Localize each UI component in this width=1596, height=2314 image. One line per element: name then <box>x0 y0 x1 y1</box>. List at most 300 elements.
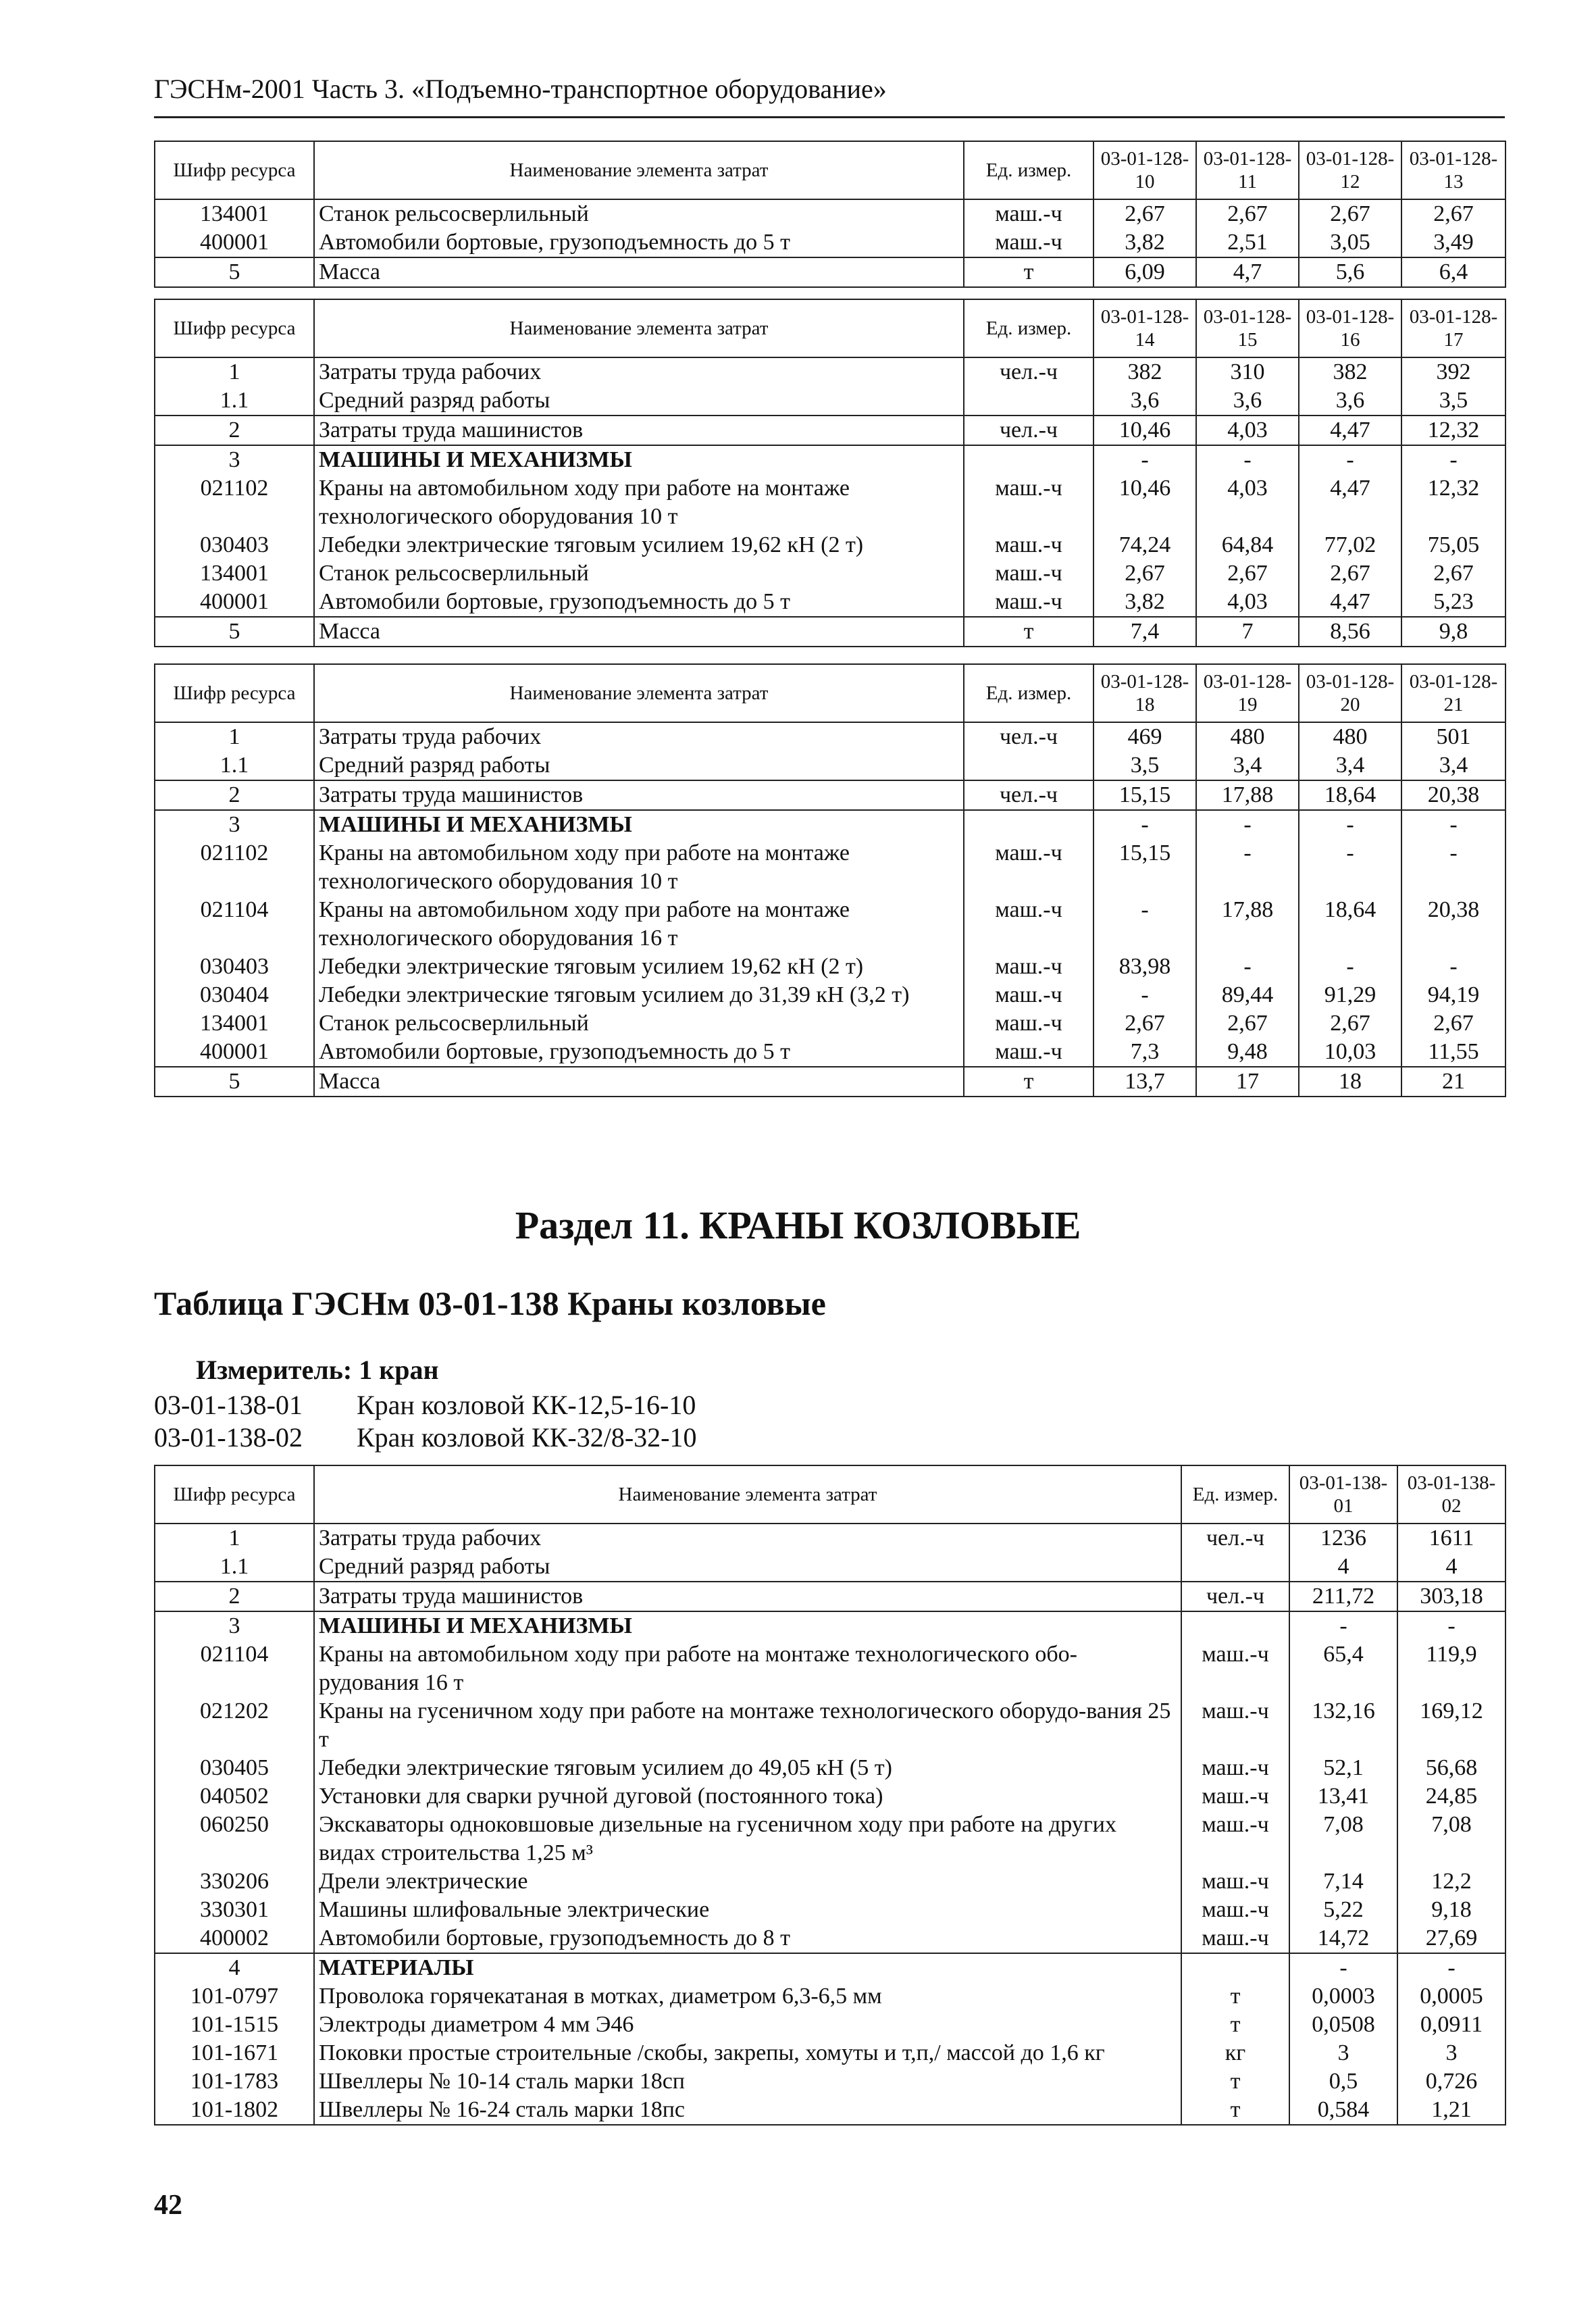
value-cell: - <box>1299 839 1401 896</box>
column-code: 03-01-138-02 <box>1397 1465 1505 1524</box>
value-cell: - <box>1093 810 1196 839</box>
table-row <box>155 1067 1505 1097</box>
value-cell: 2,51 <box>1196 228 1299 257</box>
value-cell: 9,8 <box>1401 617 1505 647</box>
value-cell: 310 <box>1196 357 1299 386</box>
cost-element-name: МАШИНЫ И МЕХАНИЗМЫ <box>314 1611 1181 1640</box>
resource-code: 134001 <box>155 1009 314 1038</box>
resource-code: 040502 <box>155 1782 314 1811</box>
cost-element-name: Затраты труда рабочих <box>314 722 964 751</box>
value-cell: 18,64 <box>1299 896 1401 953</box>
cost-element-name: Краны на автомобильном ходу при работе на монтаже технологического оборудования 10 т <box>314 839 964 896</box>
entry-code: 03-01-138-02 <box>154 1422 303 1453</box>
header-row <box>155 664 1505 722</box>
value-cell: 5,22 <box>1289 1896 1397 1924</box>
unit-header: Ед. измер. <box>964 141 1093 199</box>
value-cell: - <box>1299 445 1401 474</box>
resource-code: 1.1 <box>155 751 314 780</box>
unit: маш.-ч <box>1181 1640 1289 1697</box>
value-cell: 12,2 <box>1397 1867 1505 1896</box>
value-cell: - <box>1093 896 1196 953</box>
table-row <box>155 1697 1505 1754</box>
value-cell: - <box>1196 810 1299 839</box>
page-number: 42 <box>154 2190 182 2221</box>
value-cell: 1236 <box>1289 1524 1397 1553</box>
value-cell: 3,4 <box>1401 751 1505 780</box>
unit: маш.-ч <box>964 839 1093 896</box>
value-cell: 2,67 <box>1299 199 1401 228</box>
cost-element-name: Краны на автомобильном ходу при работе на монтаже технологического обо-рудования 16 т <box>314 1640 1181 1697</box>
value-cell: 1,21 <box>1397 2096 1505 2125</box>
value-cell: - <box>1196 953 1299 981</box>
value-cell: 0,0005 <box>1397 1982 1505 2011</box>
value-cell: 0,726 <box>1397 2067 1505 2096</box>
cost-element-name: Станок рельсосверлильный <box>314 1009 964 1038</box>
value-cell: - <box>1401 445 1505 474</box>
value-cell: 0,0003 <box>1289 1982 1397 2011</box>
table-row <box>155 1611 1505 1640</box>
value-cell: 91,29 <box>1299 981 1401 1009</box>
table-row <box>155 559 1505 588</box>
value-cell: 3,4 <box>1299 751 1401 780</box>
value-cell: 3,5 <box>1093 751 1196 780</box>
value-cell: - <box>1401 953 1505 981</box>
table-row <box>155 1038 1505 1067</box>
value-cell: 75,05 <box>1401 531 1505 559</box>
value-cell: 0,0911 <box>1397 2011 1505 2039</box>
entry-2 <box>154 1422 696 1453</box>
column-code: 03-01-128-19 <box>1196 664 1299 722</box>
value-cell: 4 <box>1397 1553 1505 1582</box>
unit <box>964 810 1093 839</box>
cost-element-name: Затраты труда рабочих <box>314 1524 1181 1553</box>
table-row <box>155 2039 1505 2067</box>
value-cell: - <box>1196 445 1299 474</box>
header-rule <box>154 116 1505 118</box>
cost-element-name: Машины шлифовальные электрические <box>314 1896 1181 1924</box>
unit: т <box>964 257 1093 287</box>
unit: чел.-ч <box>964 416 1093 445</box>
unit: кг <box>1181 2039 1289 2067</box>
value-cell: 382 <box>1093 357 1196 386</box>
value-cell: 5,23 <box>1401 588 1505 617</box>
table-row <box>155 751 1505 780</box>
value-cell: - <box>1196 839 1299 896</box>
table-row <box>155 386 1505 416</box>
table-row <box>155 810 1505 839</box>
column-code: 03-01-128-14 <box>1093 299 1196 357</box>
header-row <box>155 141 1505 199</box>
resource-code: 400001 <box>155 1038 314 1067</box>
value-cell: 8,56 <box>1299 617 1401 647</box>
header-row <box>155 1465 1505 1524</box>
cost-element-name: Проволока горячекатаная в мотках, диаметром 6,3-6,5 мм <box>314 1982 1181 2011</box>
value-cell: 24,85 <box>1397 1782 1505 1811</box>
value-cell: 27,69 <box>1397 1924 1505 1953</box>
header-row <box>155 299 1505 357</box>
table-row <box>155 257 1505 287</box>
name-header: Наименование элемента затрат <box>314 299 964 357</box>
resource-code: 021102 <box>155 839 314 896</box>
resource-code: 330301 <box>155 1896 314 1924</box>
value-cell: 392 <box>1401 357 1505 386</box>
table-row <box>155 1524 1505 1553</box>
value-cell: 9,48 <box>1196 1038 1299 1067</box>
table-row <box>155 357 1505 386</box>
table-row <box>155 1811 1505 1867</box>
table-row <box>155 1867 1505 1896</box>
entry-name: Кран козловой КК-12,5-16-10 <box>357 1390 696 1420</box>
name-header: Наименование элемента затрат <box>314 1465 1181 1524</box>
column-code: 03-01-128-12 <box>1299 141 1401 199</box>
unit <box>964 751 1093 780</box>
table-row <box>155 953 1505 981</box>
table-row <box>155 1640 1505 1697</box>
table-row <box>155 199 1505 228</box>
value-cell: 94,19 <box>1401 981 1505 1009</box>
unit: чел.-ч <box>964 780 1093 810</box>
entry-name: Кран козловой КК-32/8-32-10 <box>357 1422 697 1453</box>
cost-element-name: Швеллеры № 16-24 сталь марки 18пс <box>314 2096 1181 2125</box>
resource-code: 5 <box>155 257 314 287</box>
value-cell: 382 <box>1299 357 1401 386</box>
resource-code: 1 <box>155 722 314 751</box>
value-cell: 12,32 <box>1401 474 1505 531</box>
value-cell: 3,05 <box>1299 228 1401 257</box>
resource-code: 021104 <box>155 1640 314 1697</box>
resource-code: 1 <box>155 357 314 386</box>
value-cell: 13,41 <box>1289 1782 1397 1811</box>
table-row <box>155 780 1505 810</box>
resource-code: 101-1802 <box>155 2096 314 2125</box>
cost-element-name: Швеллеры № 10-14 сталь марки 18сп <box>314 2067 1181 2096</box>
cost-element-name: Установки для сварки ручной дуговой (постоянного тока) <box>314 1782 1181 1811</box>
value-cell: 2,67 <box>1196 199 1299 228</box>
resource-code: 1.1 <box>155 1553 314 1582</box>
unit: маш.-ч <box>964 559 1093 588</box>
value-cell: 7,08 <box>1397 1811 1505 1867</box>
value-cell: 11,55 <box>1401 1038 1505 1067</box>
unit <box>1181 1553 1289 1582</box>
value-cell: 1611 <box>1397 1524 1505 1553</box>
value-cell: 2,67 <box>1093 1009 1196 1038</box>
value-cell: 3,6 <box>1299 386 1401 416</box>
table-row <box>155 1782 1505 1811</box>
value-cell: 20,38 <box>1401 896 1505 953</box>
cost-element-name: Станок рельсосверлильный <box>314 199 964 228</box>
resource-code: 030403 <box>155 953 314 981</box>
value-cell: 3,82 <box>1093 228 1196 257</box>
unit: т <box>964 617 1093 647</box>
table-row <box>155 1953 1505 1982</box>
table-row <box>155 588 1505 617</box>
value-cell: 21 <box>1401 1067 1505 1097</box>
resource-code: 5 <box>155 1067 314 1097</box>
value-cell: 2,67 <box>1093 199 1196 228</box>
value-cell: 5,6 <box>1299 257 1401 287</box>
value-cell: 15,15 <box>1093 839 1196 896</box>
unit: чел.-ч <box>964 357 1093 386</box>
cost-element-name: Затраты труда рабочих <box>314 357 964 386</box>
value-cell: 7 <box>1196 617 1299 647</box>
value-cell: - <box>1093 981 1196 1009</box>
value-cell: 65,4 <box>1289 1640 1397 1697</box>
table-row <box>155 1754 1505 1782</box>
resource-code: 101-0797 <box>155 1982 314 2011</box>
value-cell: 3,49 <box>1401 228 1505 257</box>
meter-value: 1 кран <box>359 1355 439 1385</box>
value-cell: 14,72 <box>1289 1924 1397 1953</box>
value-cell: 83,98 <box>1093 953 1196 981</box>
value-cell: 211,72 <box>1289 1582 1397 1611</box>
value-cell: 3 <box>1397 2039 1505 2067</box>
cost-element-name: Затраты труда машинистов <box>314 416 964 445</box>
column-code: 03-01-128-16 <box>1299 299 1401 357</box>
resource-code: 400002 <box>155 1924 314 1953</box>
column-code: 03-01-128-13 <box>1401 141 1505 199</box>
value-cell: 10,46 <box>1093 416 1196 445</box>
resource-code: 101-1515 <box>155 2011 314 2039</box>
name-header: Наименование элемента затрат <box>314 141 964 199</box>
cost-element-name: Лебедки электрические тяговым усилием до 49,05 кН (5 т) <box>314 1754 1181 1782</box>
cost-element-name: Лебедки электрические тяговым усилием 19,62 кН (2 т) <box>314 953 964 981</box>
value-cell: 0,584 <box>1289 2096 1397 2125</box>
unit: маш.-ч <box>1181 1754 1289 1782</box>
value-cell: 4,7 <box>1196 257 1299 287</box>
cost-element-name: Автомобили бортовые, грузоподъемность до 5 т <box>314 1038 964 1067</box>
resource-code: 134001 <box>155 559 314 588</box>
value-cell: - <box>1299 810 1401 839</box>
cost-element-name: Автомобили бортовые, грузоподъемность до 8 т <box>314 1924 1181 1953</box>
value-cell: 10,46 <box>1093 474 1196 531</box>
column-code: 03-01-128-20 <box>1299 664 1401 722</box>
unit: чел.-ч <box>1181 1524 1289 1553</box>
value-cell: 77,02 <box>1299 531 1401 559</box>
cost-element-name: Лебедки электрические тяговым усилием 19,62 кН (2 т) <box>314 531 964 559</box>
value-cell: 480 <box>1196 722 1299 751</box>
cost-element-name: Краны на гусеничном ходу при работе на монтаже технологического оборудо-вания 25 т <box>314 1697 1181 1754</box>
value-cell: 17,88 <box>1196 780 1299 810</box>
resource-code: 330206 <box>155 1867 314 1896</box>
resource-code: 030403 <box>155 531 314 559</box>
column-code: 03-01-128-18 <box>1093 664 1196 722</box>
table-row <box>155 228 1505 257</box>
code-header: Шифр ресурса <box>155 1465 314 1524</box>
cost-element-name: Дрели электрические <box>314 1867 1181 1896</box>
value-cell: - <box>1397 1953 1505 1982</box>
cost-element-name: Станок рельсосверлильный <box>314 559 964 588</box>
value-cell: 501 <box>1401 722 1505 751</box>
cost-element-name: Автомобили бортовые, грузоподъемность до 5 т <box>314 228 964 257</box>
value-cell: 64,84 <box>1196 531 1299 559</box>
cost-element-name: Средний разряд работы <box>314 1553 1181 1582</box>
cost-element-name: Масса <box>314 617 964 647</box>
code-header: Шифр ресурса <box>155 299 314 357</box>
unit: маш.-ч <box>1181 1896 1289 1924</box>
value-cell: 4,47 <box>1299 588 1401 617</box>
value-cell: 0,0508 <box>1289 2011 1397 2039</box>
cost-element-name: МАТЕРИАЛЫ <box>314 1953 1181 1982</box>
table-row <box>155 445 1505 474</box>
value-cell: 7,08 <box>1289 1811 1397 1867</box>
resource-code: 021202 <box>155 1697 314 1754</box>
column-code: 03-01-128-15 <box>1196 299 1299 357</box>
value-cell: - <box>1397 1611 1505 1640</box>
cost-element-name: Затраты труда машинистов <box>314 1582 1181 1611</box>
value-cell: 7,3 <box>1093 1038 1196 1067</box>
resource-code: 4 <box>155 1953 314 1982</box>
unit <box>1181 1611 1289 1640</box>
value-cell: 4,47 <box>1299 474 1401 531</box>
value-cell: 0,5 <box>1289 2067 1397 2096</box>
resource-table-2 <box>154 299 1506 647</box>
table-row <box>155 1982 1505 2011</box>
unit: маш.-ч <box>964 981 1093 1009</box>
meter-label: Измеритель: <box>196 1355 353 1385</box>
unit-header: Ед. измер. <box>964 664 1093 722</box>
name-header: Наименование элемента затрат <box>314 664 964 722</box>
unit: т <box>1181 2067 1289 2096</box>
value-cell: 89,44 <box>1196 981 1299 1009</box>
value-cell: 3,5 <box>1401 386 1505 416</box>
running-header: ГЭСНм-2001 Часть 3. «Подъемно-транспортное оборудование» <box>154 74 887 104</box>
column-code: 03-01-128-17 <box>1401 299 1505 357</box>
value-cell: 7,14 <box>1289 1867 1397 1896</box>
cost-element-name: Средний разряд работы <box>314 386 964 416</box>
cost-element-name: Лебедки электрические тяговым усилием до 31,39 кН (3,2 т) <box>314 981 964 1009</box>
value-cell: 3,6 <box>1093 386 1196 416</box>
value-cell: 6,4 <box>1401 257 1505 287</box>
value-cell: 4,47 <box>1299 416 1401 445</box>
unit: маш.-ч <box>964 953 1093 981</box>
value-cell: 3 <box>1289 2039 1397 2067</box>
unit: т <box>1181 2011 1289 2039</box>
table-row <box>155 1896 1505 1924</box>
cost-element-name: Автомобили бортовые, грузоподъемность до 5 т <box>314 588 964 617</box>
value-cell: 56,68 <box>1397 1754 1505 1782</box>
column-code: 03-01-128-10 <box>1093 141 1196 199</box>
unit: маш.-ч <box>964 228 1093 257</box>
value-cell: 2,67 <box>1401 559 1505 588</box>
cost-element-name: Краны на автомобильном ходу при работе на монтаже технологического оборудования 10 т <box>314 474 964 531</box>
resource-code: 030404 <box>155 981 314 1009</box>
entry-1 <box>154 1389 696 1421</box>
table-title: Таблица ГЭСНм 03-01-138 Краны козловые <box>154 1284 826 1322</box>
value-cell: 3,4 <box>1196 751 1299 780</box>
code-header: Шифр ресурса <box>155 141 314 199</box>
unit: маш.-ч <box>964 531 1093 559</box>
cost-element-name: Масса <box>314 1067 964 1097</box>
cost-element-name: МАШИНЫ И МЕХАНИЗМЫ <box>314 810 964 839</box>
value-cell: 4,03 <box>1196 416 1299 445</box>
table-row <box>155 2096 1505 2125</box>
value-cell: 2,67 <box>1196 559 1299 588</box>
cost-element-name: Средний разряд работы <box>314 751 964 780</box>
table-row <box>155 1924 1505 1953</box>
value-cell: 2,67 <box>1299 1009 1401 1038</box>
unit <box>1181 1953 1289 1982</box>
value-cell: 2,67 <box>1196 1009 1299 1038</box>
cost-element-name: Электроды диаметром 4 мм Э46 <box>314 2011 1181 2039</box>
table-row <box>155 1009 1505 1038</box>
resource-code: 400001 <box>155 588 314 617</box>
value-cell: 17 <box>1196 1067 1299 1097</box>
table-row <box>155 2067 1505 2096</box>
unit-header: Ед. измер. <box>1181 1465 1289 1524</box>
value-cell: 3,6 <box>1196 386 1299 416</box>
table-row <box>155 1582 1505 1611</box>
value-cell: 12,32 <box>1401 416 1505 445</box>
unit: чел.-ч <box>1181 1582 1289 1611</box>
unit: маш.-ч <box>964 1009 1093 1038</box>
resource-code: 060250 <box>155 1811 314 1867</box>
value-cell: - <box>1401 810 1505 839</box>
value-cell: 18,64 <box>1299 780 1401 810</box>
resource-table-4 <box>154 1465 1506 2126</box>
resource-table-3 <box>154 663 1506 1097</box>
unit <box>964 445 1093 474</box>
resource-code: 2 <box>155 780 314 810</box>
resource-code: 3 <box>155 1611 314 1640</box>
section-title: Раздел 11. КРАНЫ КОЗЛОВЫЕ <box>515 1203 1081 1247</box>
column-code: 03-01-128-21 <box>1401 664 1505 722</box>
table-row <box>155 896 1505 953</box>
value-cell: - <box>1289 1953 1397 1982</box>
column-code: 03-01-128-11 <box>1196 141 1299 199</box>
column-code: 03-01-138-01 <box>1289 1465 1397 1524</box>
value-cell: 17,88 <box>1196 896 1299 953</box>
unit: маш.-ч <box>1181 1697 1289 1754</box>
value-cell: 74,24 <box>1093 531 1196 559</box>
resource-code: 3 <box>155 445 314 474</box>
resource-code: 400001 <box>155 228 314 257</box>
table-row <box>155 1553 1505 1582</box>
value-cell: 2,67 <box>1299 559 1401 588</box>
table-row <box>155 617 1505 647</box>
cost-element-name: Краны на автомобильном ходу при работе на монтаже технологического оборудования 16 т <box>314 896 964 953</box>
unit-header: Ед. измер. <box>964 299 1093 357</box>
table-row <box>155 2011 1505 2039</box>
value-cell: 20,38 <box>1401 780 1505 810</box>
table-row <box>155 531 1505 559</box>
resource-code: 101-1671 <box>155 2039 314 2067</box>
value-cell: - <box>1401 839 1505 896</box>
unit: маш.-ч <box>964 588 1093 617</box>
value-cell: 18 <box>1299 1067 1401 1097</box>
unit: маш.-ч <box>964 199 1093 228</box>
value-cell: 303,18 <box>1397 1582 1505 1611</box>
table-row <box>155 839 1505 896</box>
value-cell: 2,67 <box>1401 1009 1505 1038</box>
value-cell: 52,1 <box>1289 1754 1397 1782</box>
value-cell: 3,82 <box>1093 588 1196 617</box>
cost-element-name: Затраты труда машинистов <box>314 780 964 810</box>
resource-code: 5 <box>155 617 314 647</box>
resource-code: 3 <box>155 810 314 839</box>
unit: маш.-ч <box>1181 1811 1289 1867</box>
unit: чел.-ч <box>964 722 1093 751</box>
unit: т <box>964 1067 1093 1097</box>
table-row <box>155 722 1505 751</box>
table-row <box>155 981 1505 1009</box>
resource-code: 030405 <box>155 1754 314 1782</box>
value-cell: 6,09 <box>1093 257 1196 287</box>
resource-code: 021104 <box>155 896 314 953</box>
value-cell: 119,9 <box>1397 1640 1505 1697</box>
value-cell: 13,7 <box>1093 1067 1196 1097</box>
value-cell: 132,16 <box>1289 1697 1397 1754</box>
resource-code: 2 <box>155 416 314 445</box>
